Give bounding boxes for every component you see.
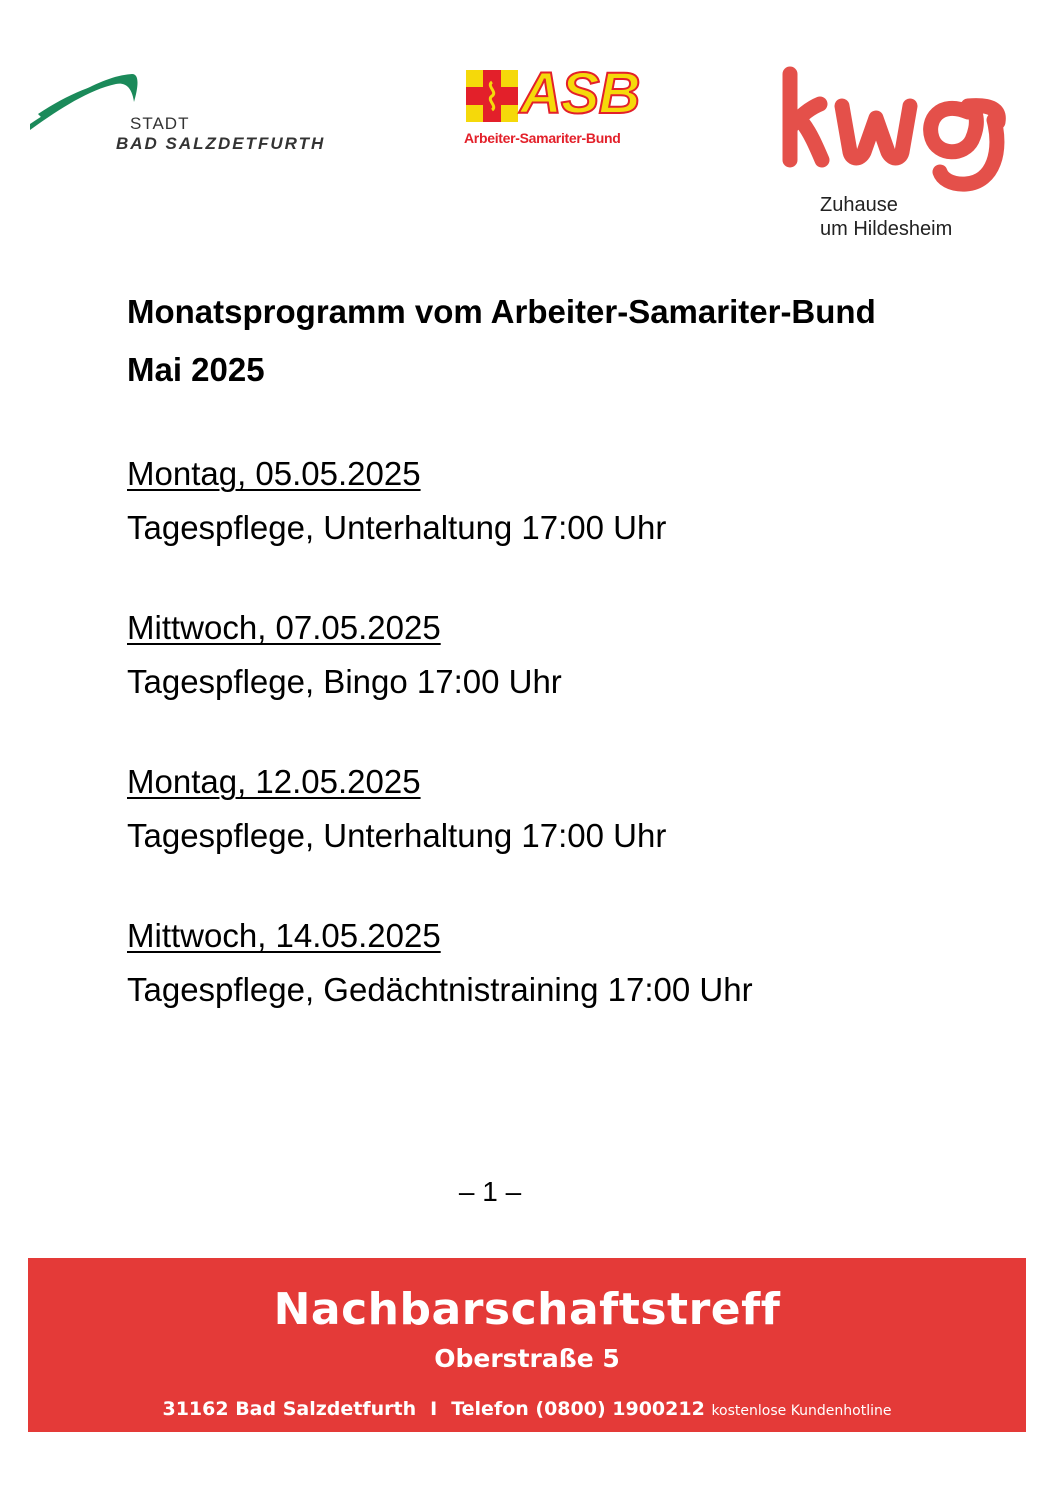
footer-separator: I	[430, 1398, 438, 1420]
asb-wordmark: ASB	[520, 61, 640, 126]
kwg-logo	[780, 60, 1020, 250]
footer-city: 31162 Bad Salzdetfurth	[162, 1398, 417, 1420]
city-name-label: BAD SALZDETFURTH	[116, 134, 326, 153]
document-subtitle: Mai 2025	[127, 351, 265, 388]
samaritan-cross-icon	[466, 70, 518, 122]
stadt-label: STADT	[130, 114, 190, 133]
kwg-wordmark-icon	[780, 60, 1020, 195]
event-description: Tagespflege, Unterhaltung 17:00 Uhr	[127, 509, 667, 546]
event-item	[127, 608, 987, 702]
event-description: Tagespflege, Unterhaltung 17:00 Uhr	[127, 817, 667, 854]
footer-banner	[28, 1258, 1026, 1432]
page-number: – 1 –	[458, 1176, 522, 1207]
event-item	[127, 762, 987, 856]
footer-hotline: kostenlose Kundenhotline	[711, 1403, 892, 1419]
kwg-tagline-line1: Zuhause	[820, 194, 898, 216]
event-description: Tagespflege, Gedächtnistraining 17:00 Uhr	[127, 971, 753, 1008]
footer-contact-line	[28, 1398, 1026, 1420]
footer-title: Nachbarschaftstreff	[273, 1284, 781, 1335]
event-date: Montag, 12.05.2025	[127, 763, 421, 800]
event-description: Tagespflege, Bingo 17:00 Uhr	[127, 663, 562, 700]
stadt-bad-salzdetfurth-logo	[28, 66, 358, 166]
event-item	[127, 916, 987, 1010]
event-date: Mittwoch, 14.05.2025	[127, 917, 441, 954]
document-title: Monatsprogramm vom Arbeiter-Samariter-Bund	[127, 293, 876, 330]
asb-logo	[462, 61, 662, 156]
footer-street: Oberstraße 5	[434, 1344, 620, 1373]
event-date: Montag, 05.05.2025	[127, 455, 421, 492]
event-date: Mittwoch, 07.05.2025	[127, 609, 441, 646]
asb-subtitle: Arbeiter-Samariter-Bund	[464, 130, 621, 146]
kwg-tagline-line2: um Hildesheim	[820, 218, 953, 240]
event-item	[127, 454, 987, 548]
footer-phone: Telefon (0800) 1900212	[451, 1398, 705, 1420]
